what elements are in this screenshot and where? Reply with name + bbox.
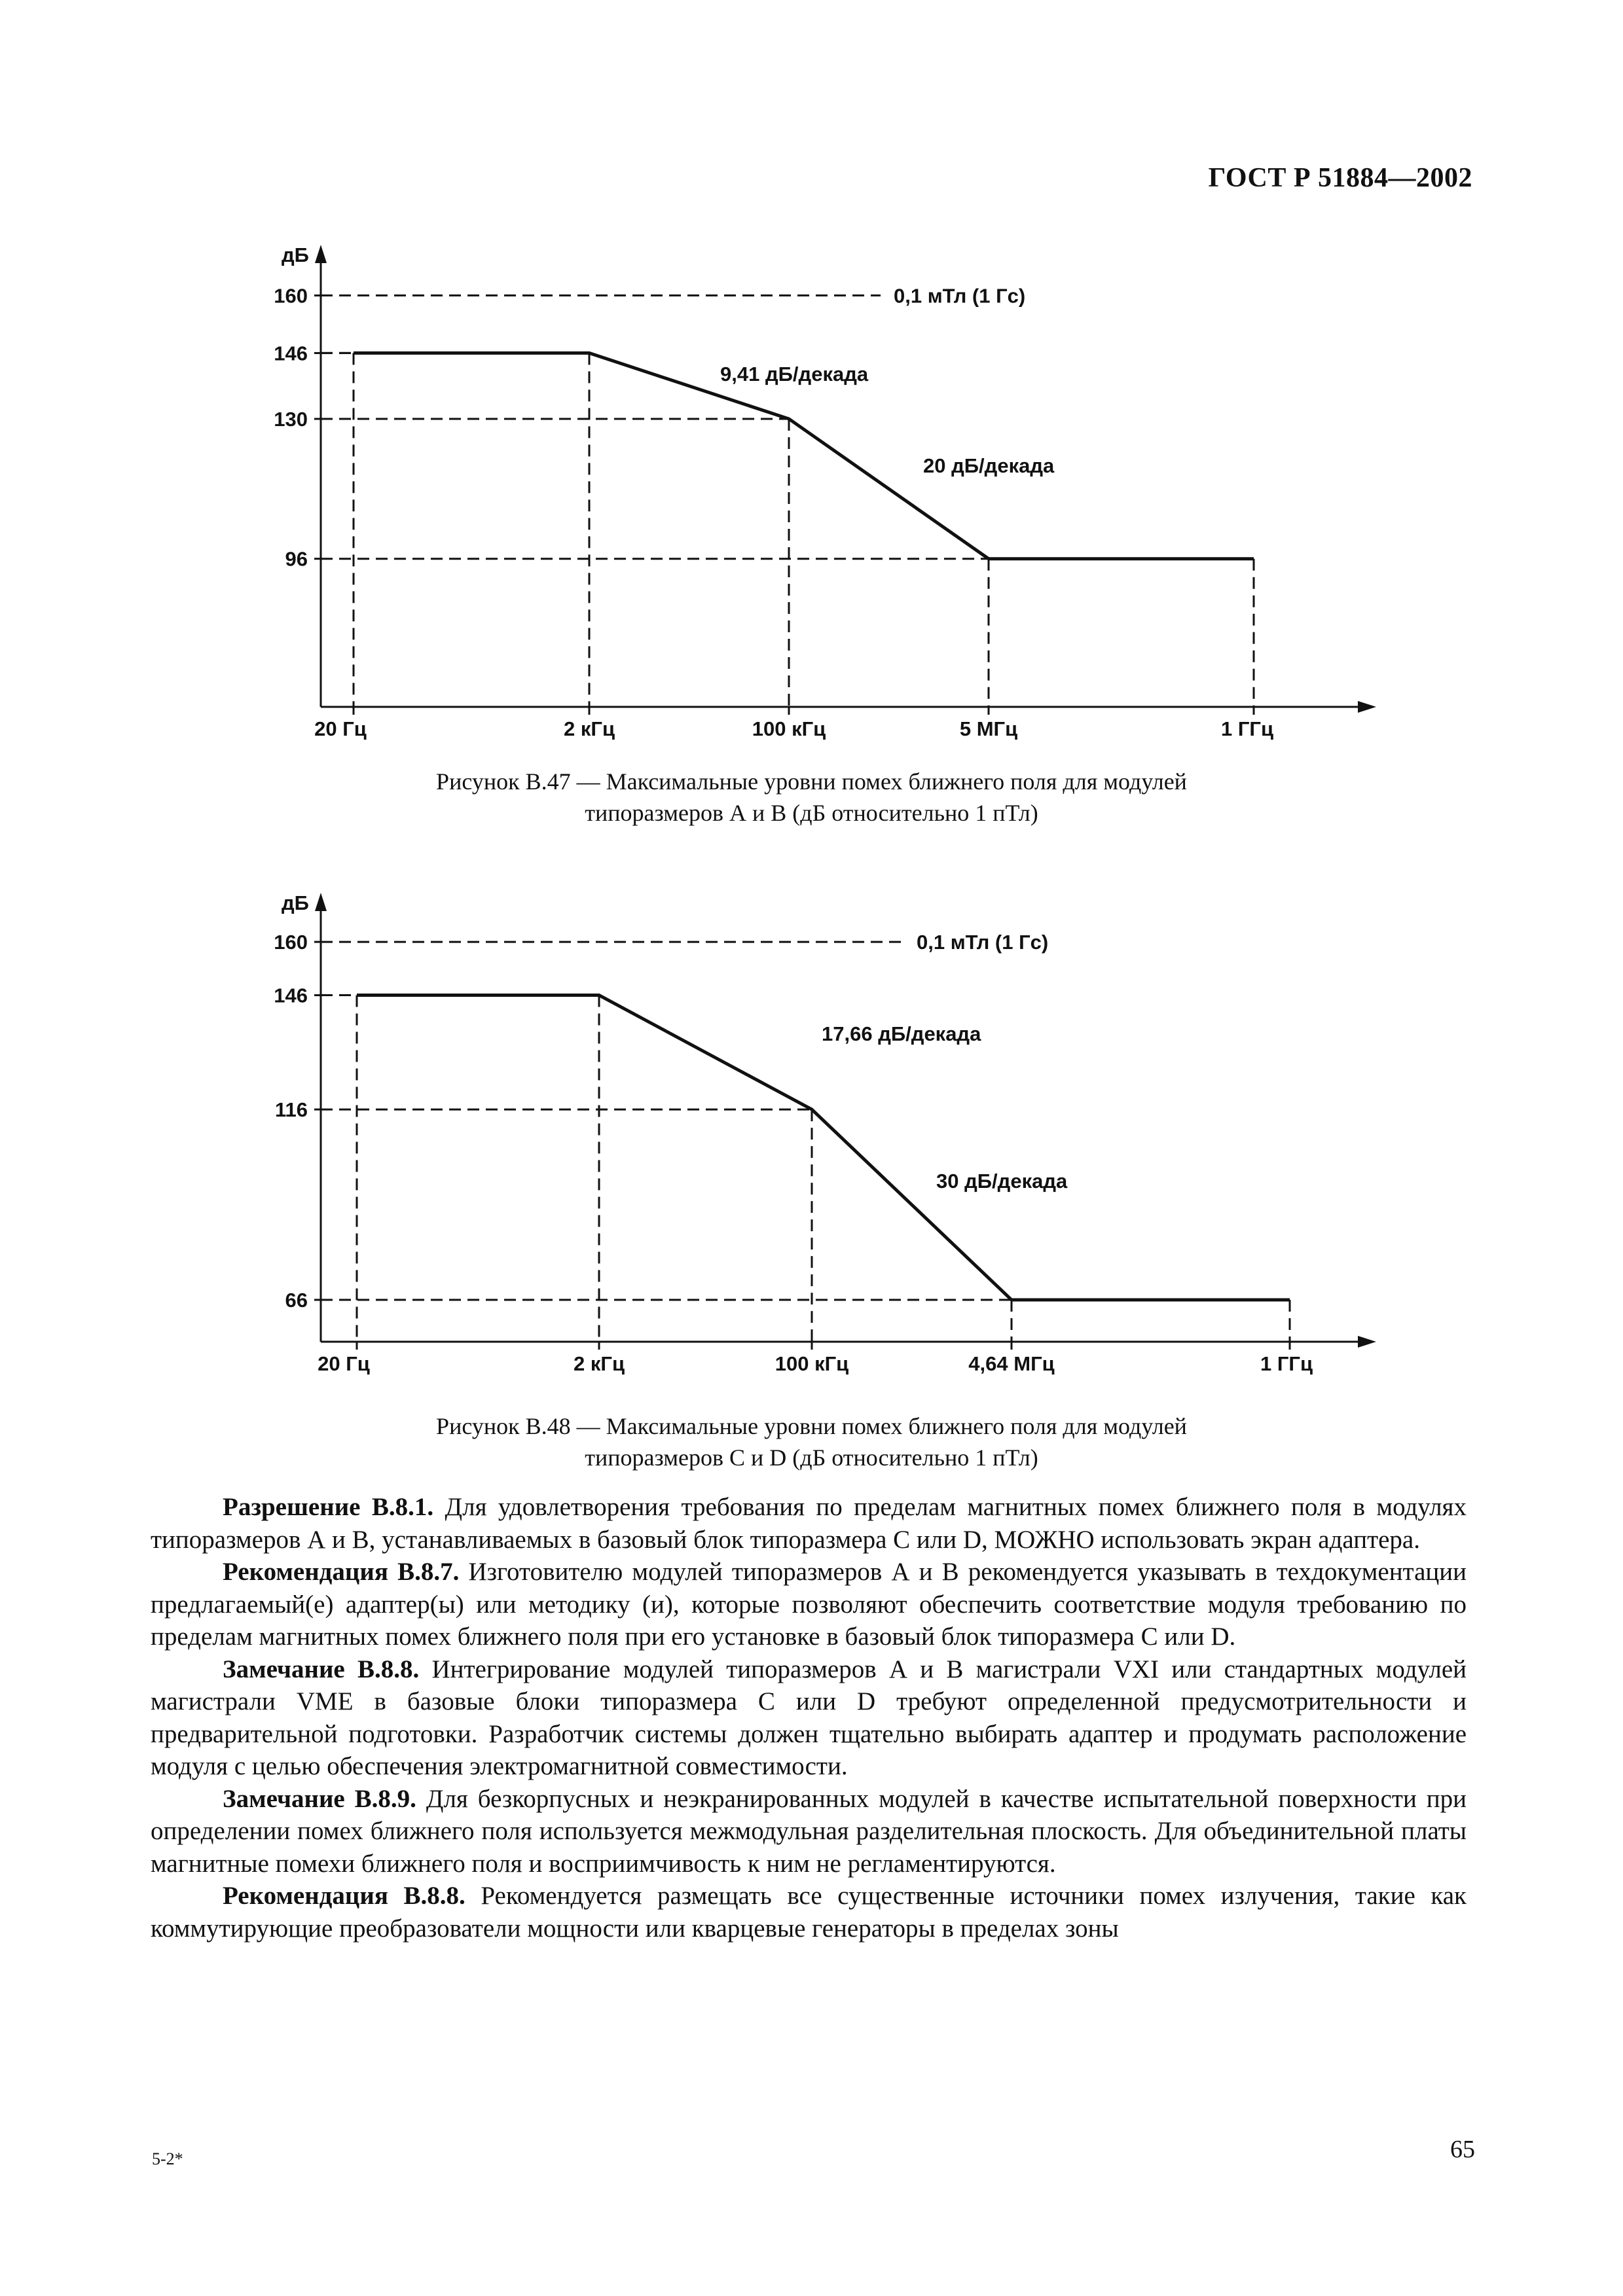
slope-annotation: 20 дБ/декада <box>923 454 1055 477</box>
slope-annotation: 30 дБ/декада <box>936 1170 1068 1193</box>
x-tick-label: 4,64 МГц <box>968 1352 1055 1375</box>
caption-line-1: Рисунок В.48 — Максимальные уровни помех ближнего поля для модулей <box>436 1413 1187 1439</box>
y-tick-label: 66 <box>285 1289 308 1312</box>
figure-b47-caption <box>0 766 1623 829</box>
y-tick-label: 130 <box>274 408 308 431</box>
y-axis-arrow-icon <box>315 893 327 911</box>
footer-signature: 5-2* <box>152 2149 183 2168</box>
y-tick-label: 96 <box>285 547 308 571</box>
reference-line-label: 0,1 мТл (1 Гс) <box>917 931 1049 954</box>
caption-line-2: типоразмеров А и В (дБ относительно 1 пТл) <box>585 800 1038 826</box>
y-tick-label: 116 <box>274 1098 308 1122</box>
paragraph-recommendation-b88 <box>151 1880 1467 1945</box>
paragraph-permission-b81 <box>151 1491 1467 1556</box>
chart-b47-svg <box>216 236 1395 772</box>
paragraph-text: Изготовителю модулей типоразмеров А и В рекомендуется указывать в техдокументации предлагаемый(е) адаптер(ы) или методику (и), которые позволяют обеспечить соответствие модуля требованию по пределам магнитных помех ближнего поля при его установке в базовый блок типоразмера С или D. <box>151 1558 1467 1651</box>
paragraph-label: Рекомендация В.8.8. <box>223 1882 465 1910</box>
y-axis-label: дБ <box>282 243 309 266</box>
paragraph-text: Интегрирование модулей типоразмеров А и В магистрали VXI или стандартных модулей магистрали VME в базовые блоки типоразмера С или D требуют определенной предусмотрительности и предварительной подготовки. Разработчик системы должен тщательно выбирать адаптер и продумать расположение модуля с целью обеспечения электромагнитной совместимости. <box>151 1655 1467 1780</box>
chart-figure-b47 <box>216 236 1395 772</box>
x-tick-label: 100 кГц <box>775 1352 849 1375</box>
y-axis-label: дБ <box>282 891 309 914</box>
paragraph-note-b89 <box>151 1783 1467 1880</box>
body-text <box>151 1491 1467 1945</box>
paragraph-text: Для удовлетворения требования по пределам магнитных помех ближнего поля в модулях типоразмеров А и В, устанавливаемых в базовый блок типоразмера С или D, МОЖНО использовать экран адаптера. <box>151 1493 1467 1554</box>
caption-line-1: Рисунок В.47 — Максимальные уровни помех ближнего поля для модулей <box>436 768 1187 795</box>
page-number: 65 <box>1450 2136 1475 2163</box>
y-tick-label: 146 <box>274 984 308 1007</box>
paragraph-label: Замечание В.8.8. <box>223 1655 420 1683</box>
y-axis-arrow-icon <box>315 245 327 263</box>
y-tick-label: 160 <box>274 284 308 308</box>
x-tick-label: 1 ГГц <box>1220 717 1274 740</box>
paragraph-text: Рекомендуется размещать все существенные источники помех излучения, такие как коммутирующие преобразователи мощности или кварцевые генераторы в пределах зоны <box>151 1882 1467 1943</box>
x-tick-label: 20 Гц <box>314 717 367 740</box>
x-tick-label: 1 ГГц <box>1260 1352 1313 1375</box>
chart-figure-b48 <box>216 884 1395 1407</box>
x-tick-label: 5 МГц <box>959 717 1018 740</box>
reference-line-label: 0,1 мТл (1 Гс) <box>894 284 1026 308</box>
y-tick-label: 160 <box>274 931 308 954</box>
x-tick-label: 2 кГц <box>574 1352 625 1375</box>
paragraph-note-b88 <box>151 1653 1467 1783</box>
paragraph-label: Замечание В.8.9. <box>223 1784 416 1813</box>
x-tick-label: 100 кГц <box>752 717 826 740</box>
paragraph-label: Разрешение В.8.1. <box>223 1493 434 1521</box>
slope-annotation: 17,66 дБ/декада <box>822 1022 981 1045</box>
slope-annotation: 9,41 дБ/декада <box>720 363 869 386</box>
x-axis-arrow-icon <box>1358 1336 1376 1348</box>
chart-b48-svg <box>216 884 1395 1407</box>
paragraph-recommendation-b87 <box>151 1556 1467 1653</box>
y-tick-label: 146 <box>274 342 308 365</box>
x-tick-label: 2 кГц <box>564 717 615 740</box>
paragraph-text: Для безкорпусных и неэкранированных модулей в качестве испытательной поверхности при определении помех ближнего поля используется межмодульная разделительная плоскость. Для объединительной платы магнитные помехи ближнего поля и восприимчивость к ним не регламентируются. <box>151 1784 1467 1878</box>
x-axis-arrow-icon <box>1358 701 1376 713</box>
paragraph-label: Рекомендация В.8.7. <box>223 1558 460 1586</box>
figure-b48-caption <box>0 1410 1623 1473</box>
caption-line-2: типоразмеров С и D (дБ относительно 1 пТл) <box>585 1444 1038 1471</box>
x-tick-label: 20 Гц <box>318 1352 370 1375</box>
document-id: ГОСТ Р 51884—2002 <box>1208 163 1472 193</box>
